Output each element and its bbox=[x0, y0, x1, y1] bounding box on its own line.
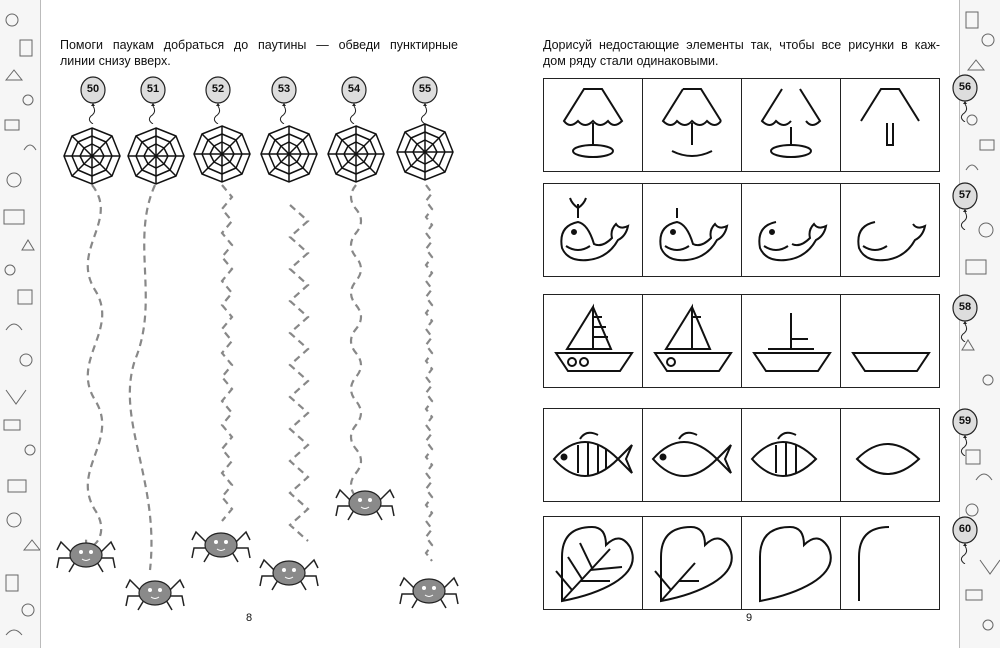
drawing-cell bbox=[841, 184, 939, 276]
drawing-cell bbox=[742, 79, 841, 171]
exercise-row-umbrella bbox=[543, 78, 940, 172]
spider-web-icon bbox=[62, 126, 122, 186]
whale-partial-icon bbox=[649, 188, 735, 270]
drawing-cell bbox=[544, 409, 643, 501]
balloon-60 bbox=[950, 516, 980, 564]
spider-icon bbox=[55, 530, 117, 576]
exercise-row-sailboat bbox=[543, 294, 940, 388]
whale-partial-icon bbox=[847, 188, 933, 270]
balloon-58 bbox=[950, 294, 980, 342]
spider-web-icon bbox=[259, 124, 319, 184]
umbrella-partial-icon bbox=[649, 83, 735, 165]
spider-icon bbox=[258, 548, 320, 594]
spider-icon bbox=[398, 566, 460, 612]
balloon-52 bbox=[203, 76, 233, 124]
trail-54 bbox=[351, 185, 361, 497]
spider-icon bbox=[190, 520, 252, 566]
balloon-51 bbox=[138, 76, 168, 124]
drawing-cell bbox=[544, 184, 643, 276]
balloon-number: 59 bbox=[958, 415, 972, 427]
drawing-cell bbox=[841, 409, 939, 501]
spider-icon bbox=[334, 478, 396, 524]
balloon-number: 51 bbox=[146, 83, 160, 95]
balloon-number: 56 bbox=[958, 81, 972, 93]
balloon-53 bbox=[269, 76, 299, 124]
sailboat-partial-icon bbox=[847, 299, 933, 381]
drawing-cell bbox=[544, 79, 643, 171]
umbrella-full-icon bbox=[550, 83, 636, 165]
instruction-line: дом ряду стали одинаковыми. bbox=[543, 54, 719, 68]
balloon-54 bbox=[339, 76, 369, 124]
whale-partial-icon bbox=[748, 188, 834, 270]
spider-web-icon bbox=[326, 124, 386, 184]
leaf-partial-icon bbox=[649, 521, 735, 603]
doodle-pattern-icon bbox=[0, 0, 40, 648]
fish-partial-icon bbox=[847, 413, 933, 495]
page-number-right: 9 bbox=[746, 612, 753, 624]
trail-55 bbox=[426, 185, 432, 561]
drawing-cell bbox=[841, 517, 939, 609]
umbrella-partial-icon bbox=[748, 83, 834, 165]
sailboat-partial-icon bbox=[748, 299, 834, 381]
balloon-55 bbox=[410, 76, 440, 124]
balloon-number: 54 bbox=[347, 83, 361, 95]
trail-53 bbox=[290, 205, 308, 541]
drawing-cell bbox=[742, 184, 841, 276]
balloon-59 bbox=[950, 408, 980, 456]
instruction-line: линии снизу вверх. bbox=[60, 54, 171, 68]
drawing-cell bbox=[841, 295, 939, 387]
drawing-cell bbox=[643, 184, 742, 276]
leaf-partial-icon bbox=[847, 521, 933, 603]
balloon-number: 57 bbox=[958, 189, 972, 201]
balloon-57 bbox=[950, 182, 980, 230]
drawing-cell bbox=[742, 409, 841, 501]
drawing-cell bbox=[544, 295, 643, 387]
trail-52 bbox=[222, 185, 232, 521]
sailboat-full-icon bbox=[550, 299, 636, 381]
balloon-number: 53 bbox=[277, 83, 291, 95]
balloon-number: 55 bbox=[418, 83, 432, 95]
exercise-row-leaf bbox=[543, 516, 940, 610]
spider-web-icon bbox=[395, 122, 455, 182]
balloon-number: 50 bbox=[86, 83, 100, 95]
drawing-cell bbox=[544, 517, 643, 609]
trail-51 bbox=[130, 185, 155, 570]
left-instruction bbox=[60, 37, 458, 69]
umbrella-partial-icon bbox=[847, 83, 933, 165]
drawing-cell bbox=[643, 409, 742, 501]
page-number-left: 8 bbox=[246, 612, 253, 624]
instruction-line: Помоги паукам добраться до паутины — обведи пунктирные bbox=[60, 38, 458, 52]
drawing-cell bbox=[643, 517, 742, 609]
balloon-number: 52 bbox=[211, 83, 225, 95]
spider-web-icon bbox=[126, 126, 186, 186]
right-instruction bbox=[543, 37, 940, 69]
balloon-56 bbox=[950, 74, 980, 122]
instruction-line: Дорисуй недостающие элементы так, чтобы все рисунки в каж- bbox=[543, 38, 940, 52]
drawing-cell bbox=[643, 79, 742, 171]
fish-partial-icon bbox=[748, 413, 834, 495]
drawing-cell bbox=[742, 295, 841, 387]
trail-50 bbox=[86, 185, 102, 546]
whale-full-icon bbox=[550, 188, 636, 270]
drawing-cell bbox=[643, 295, 742, 387]
sailboat-partial-icon bbox=[649, 299, 735, 381]
leaf-partial-icon bbox=[748, 521, 834, 603]
exercise-row-whale bbox=[543, 183, 940, 277]
drawing-cell bbox=[841, 79, 939, 171]
balloon-number: 60 bbox=[958, 523, 972, 535]
left-doodle-border bbox=[0, 0, 41, 648]
leaf-full-icon bbox=[550, 521, 636, 603]
exercise-row-fish bbox=[543, 408, 940, 502]
fish-full-icon bbox=[550, 413, 636, 495]
balloon-50 bbox=[78, 76, 108, 124]
fish-partial-icon bbox=[649, 413, 735, 495]
balloon-number: 58 bbox=[958, 301, 972, 313]
spider-icon bbox=[124, 568, 186, 614]
spider-web-icon bbox=[192, 124, 252, 184]
drawing-cell bbox=[742, 517, 841, 609]
